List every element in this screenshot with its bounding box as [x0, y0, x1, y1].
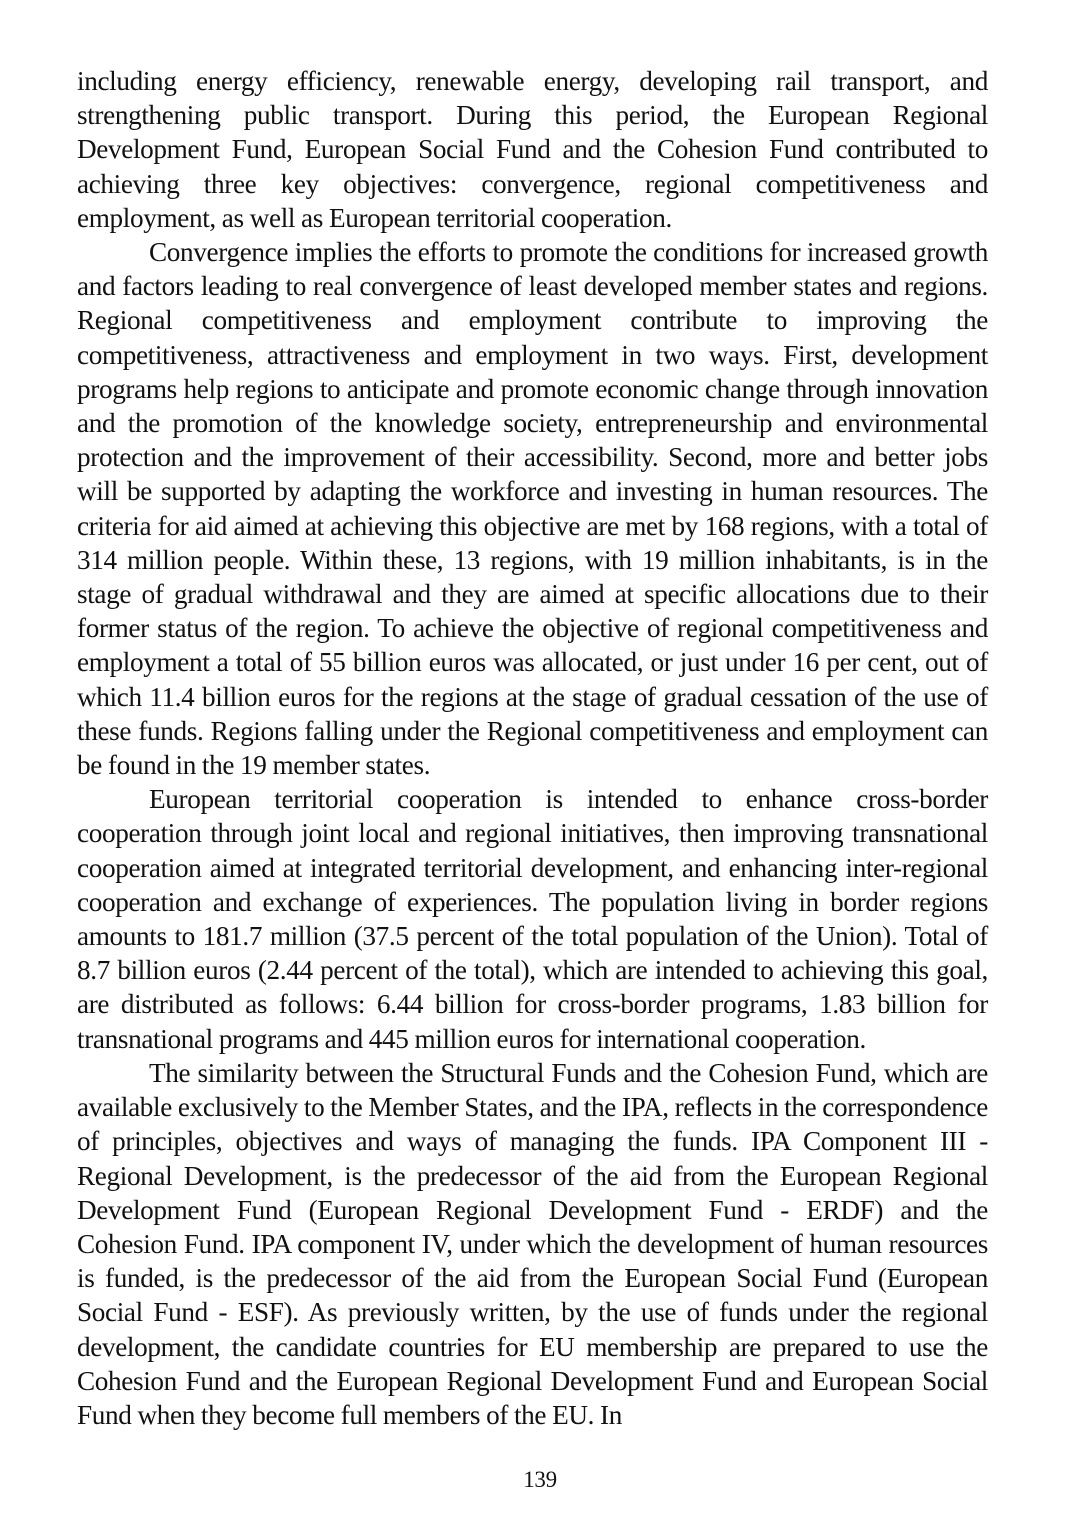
document-page-body: [77, 64, 988, 1432]
paragraph-convergence: Convergence implies the efforts to promote the conditions for increased growth and factors leading to real convergence of least developed member states and regions. Regional competitiveness and employment contribute to improving the competitiveness, attractiveness and employment in two ways. First, development programs help regions to anticipate and promote economic change through innovation and the promotion of the knowledge society, entrepreneurship and environmental protection and the improvement of their accessibility. Second, more and better jobs will be supported by adapting the workforce and investing in human resources. The criteria for aid aimed at achieving this objective are met by 168 regions, with a total of 314 million people. Within these, 13 regions, with 19 million inhabitants, is in the stage of gradual withdrawal and they are aimed at specific allocations due to their former status of the region. To achieve the objective of regional competitiveness and employment a total of 55 billion euros was allocated, or just under 16 per cent, out of which 11.4 billion euros for the regions at the stage of gradual cessation of the use of these funds. Regions falling under the Regional competitiveness and employment can be found in the 19 member states.: [77, 237, 988, 781]
paragraph-territorial-cooperation: European territorial cooperation is intended to enhance cross-border cooperation through joint local and regional initiatives, then improving transnational cooperation aimed at integrated territorial development, and enhancing inter-regional cooperation and exchange of experiences. The population living in border regions amounts to 181.7 million (37.5 percent of the total population of the Union). Total of 8.7 billion euros (2.44 percent of the total), which are intended to achieving this goal, are distributed as follows: 6.44 billion for cross-border programs, 1.83 billion for transnational programs and 445 million euros for international cooperation.: [77, 784, 988, 1054]
paragraph-structural-funds-ipa: The similarity between the Structural Funds and the Cohesion Fund, which are available exclusively to the Member States, and the IPA, reflects in the correspondence of principles, objectives and ways of managing the funds. IPA Component III - Regional Development, is the predecessor of the aid from the European Regional Development Fund (European Regional Development Fund - ERDF) and the Cohesion Fund. IPA component IV, under which the development of human resources is funded, is the predecessor of the aid from the European Social Fund (European Social Fund - ESF). As previously written, by the use of funds under the regional development, the candidate countries for EU membership are prepared to use the Cohesion Fund and the European Regional Development Fund and European Social Fund when they become full members of the EU. In: [77, 1057, 988, 1430]
page-number: 139: [523, 1467, 557, 1492]
paragraph-funding-period-objectives: including energy efficiency, renewable energy, developing rail transport, and strengthening public transport. During this period, the European Regional Development Fund, European Social Fund and the Cohesion Fund contributed to achieving three key objectives: convergence, regional competitiveness and employment, as well as European territorial cooperation.: [77, 66, 988, 233]
